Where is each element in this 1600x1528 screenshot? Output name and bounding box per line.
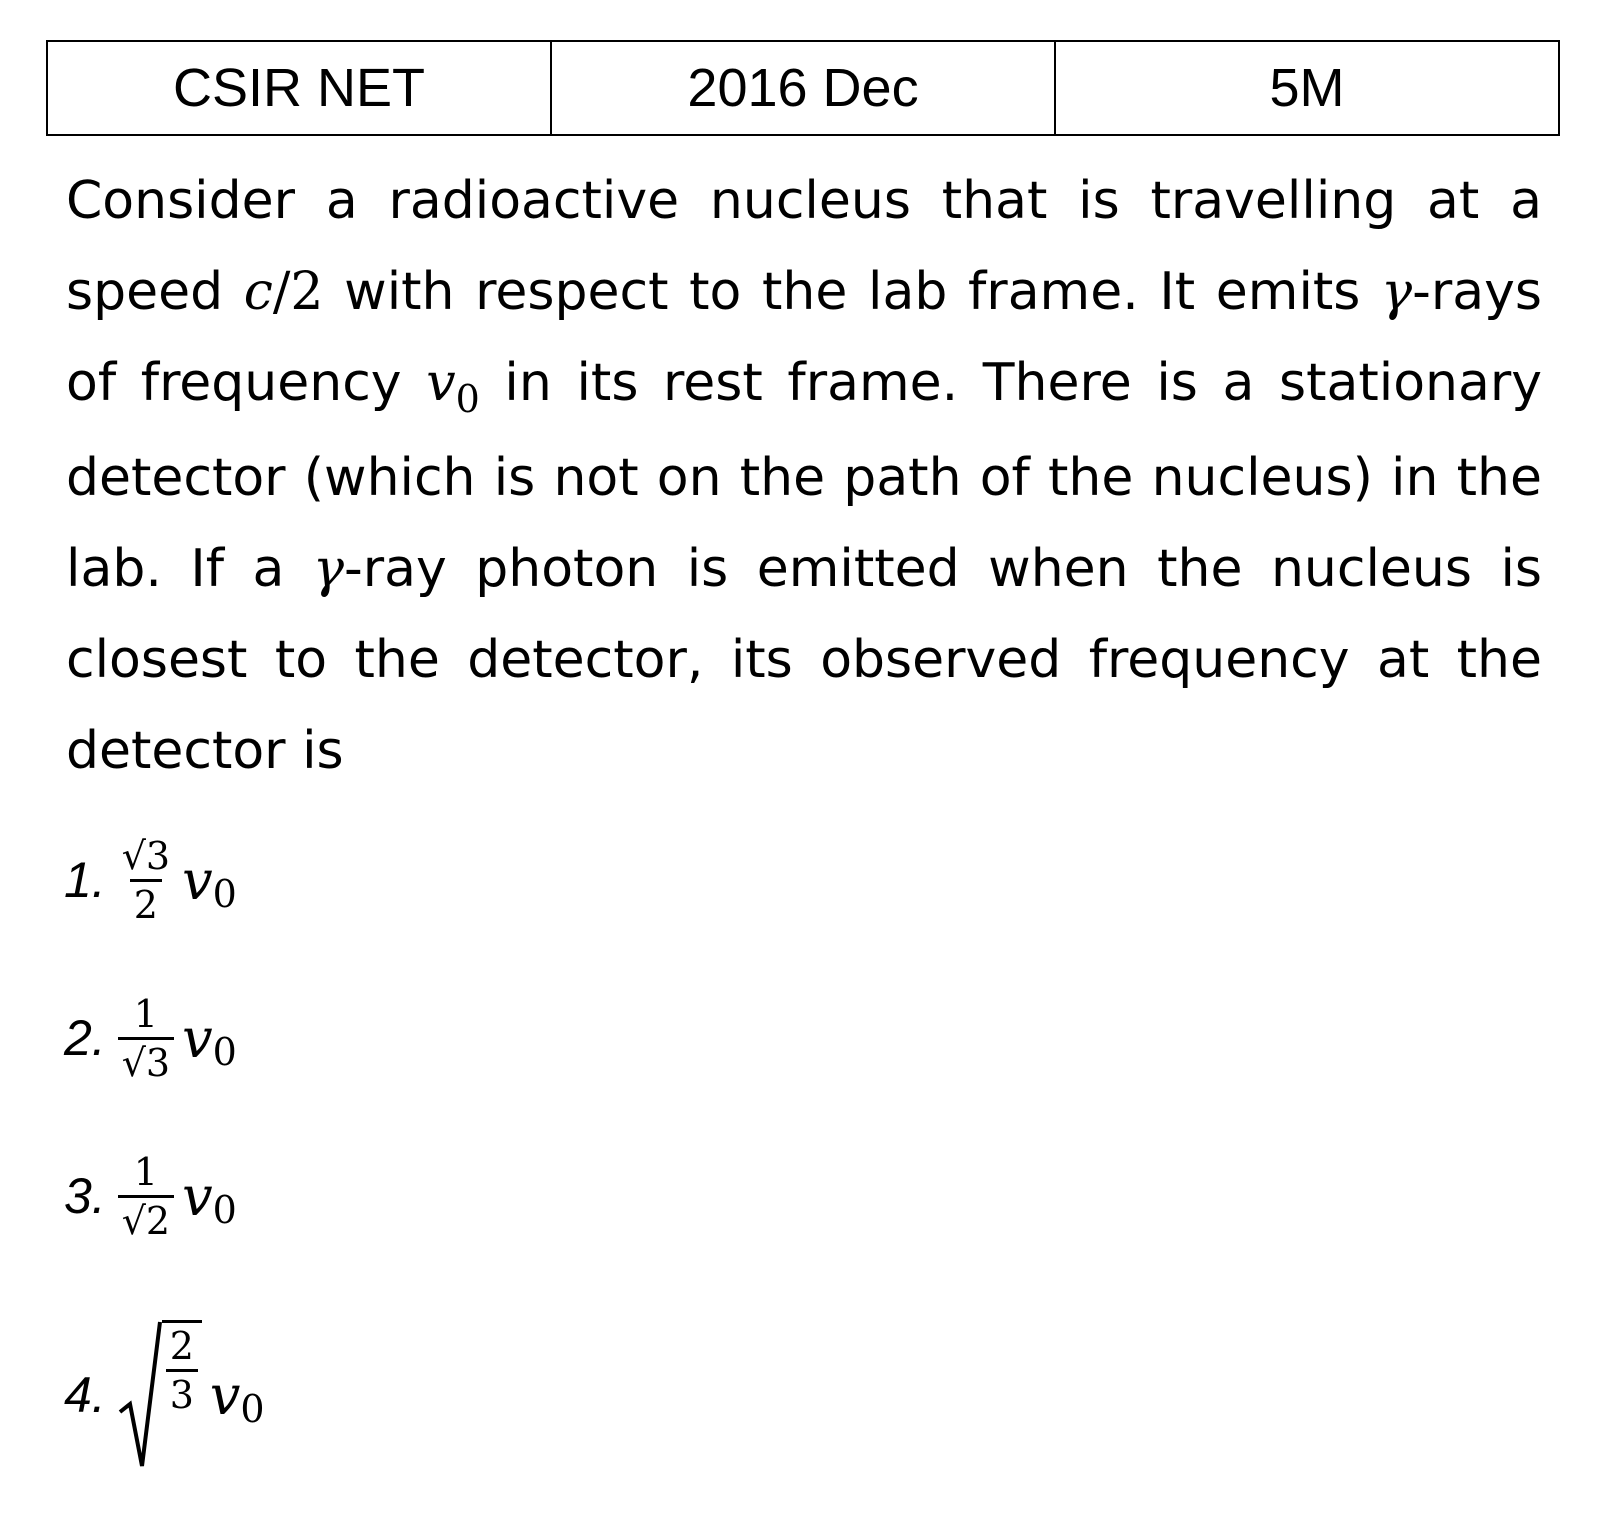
frequency-subscript: 0 — [455, 377, 480, 421]
speed-fraction: /2 — [272, 262, 324, 322]
question-text — [66, 156, 1542, 797]
option-4[interactable] — [64, 1320, 265, 1470]
fraction-denominator: 2 — [130, 879, 162, 924]
fraction-numerator: √3 — [121, 833, 171, 878]
question-part-3: -rays of frequency — [66, 262, 1542, 413]
question-part-4: in its rest frame. There is a stationary detector (which is not on the path of the nucleus) in the lab. If a — [66, 353, 1542, 599]
option-fraction — [118, 1149, 174, 1243]
frequency-symbol: v — [182, 1006, 213, 1070]
question-part-2: with respect to the lab frame. It emits — [323, 262, 1382, 322]
frequency-subscript: 0 — [212, 1188, 237, 1232]
square-root — [118, 1320, 202, 1470]
header-row — [47, 41, 1559, 135]
option-number: 4. — [64, 1367, 106, 1423]
option-number: 1. — [64, 852, 106, 908]
marks-cell: 5M — [1055, 41, 1559, 135]
radical-sign-icon — [118, 1320, 162, 1470]
exam-cell: CSIR NET — [47, 41, 551, 135]
speed-symbol: c — [243, 262, 273, 322]
radicand — [162, 1320, 202, 1470]
fraction-denominator: √3 — [118, 1037, 174, 1082]
header-table — [46, 40, 1560, 136]
frequency-subscript: 0 — [212, 1030, 237, 1074]
frequency-symbol: v — [182, 1164, 213, 1228]
session-cell: 2016 Dec — [551, 41, 1055, 135]
fraction-numerator: 1 — [133, 991, 158, 1036]
option-fraction — [118, 833, 174, 927]
option-3[interactable] — [64, 1136, 237, 1256]
fraction-denominator: 3 — [166, 1369, 198, 1414]
fraction-denominator: √2 — [118, 1195, 174, 1240]
fraction-numerator: 2 — [169, 1324, 194, 1368]
option-fraction — [118, 991, 174, 1085]
frequency-subscript: 0 — [212, 872, 237, 916]
frequency-symbol: v — [182, 848, 213, 912]
frequency-symbol: v — [426, 353, 456, 413]
option-2[interactable] — [64, 978, 237, 1098]
option-1[interactable] — [64, 820, 237, 940]
option-number: 3. — [64, 1168, 106, 1224]
fraction-numerator: 1 — [133, 1149, 158, 1194]
frequency-subscript: 0 — [240, 1387, 265, 1431]
gamma-symbol: γ — [1381, 262, 1413, 322]
option-number: 2. — [64, 1010, 106, 1066]
frequency-symbol: v — [209, 1363, 241, 1427]
question-part-1: Consider a radioactive nucleus that is travelling at a speed — [66, 171, 1542, 322]
option-fraction — [166, 1324, 198, 1417]
question-part-5: -ray photon is emitted when the nucleus is closest to the detector, its observed frequency at the detector is — [66, 539, 1543, 781]
gamma-symbol: γ — [312, 539, 344, 599]
